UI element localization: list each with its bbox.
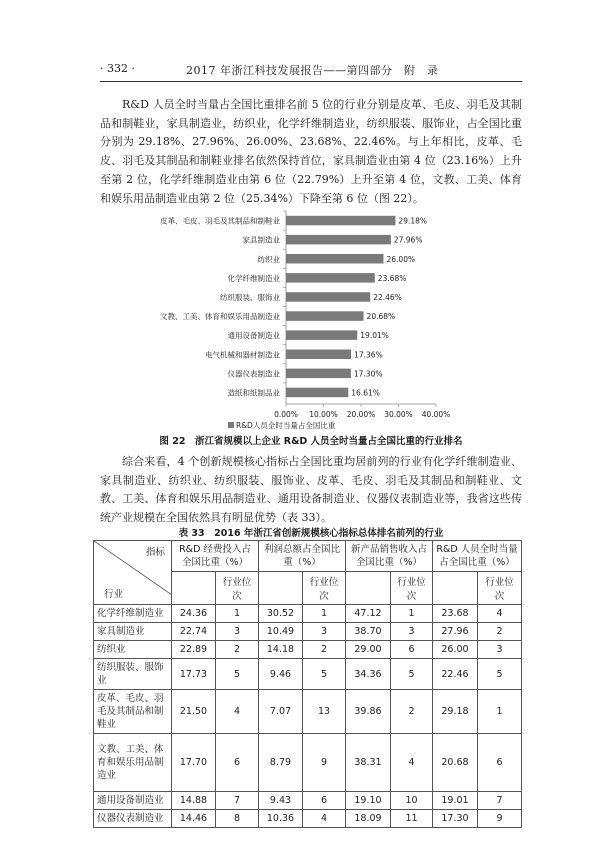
page-number: · 332 · [100,62,135,75]
page-header [100,62,522,78]
category-label: 化学纤维制造业 [227,273,280,283]
data-label: 16.61% [351,388,380,398]
cell-rank: 6 [303,792,346,810]
bar [286,292,370,302]
x-tick-label: 20.00% [346,410,376,419]
table-row [94,605,522,623]
category-label: 仪器仪表制造业 [227,369,280,379]
subheader-rank: 行业位次 [391,572,433,605]
row-industry-name: 化学纤维制造业 [94,605,172,623]
cell-rank: 4 [478,605,522,623]
ranking-table [93,540,522,828]
cell-share: 21.50 [172,690,216,734]
cell-rank: 2 [303,641,346,659]
cell-share: 47.12 [346,605,391,623]
cell-rank: 2 [478,623,522,641]
bar [286,369,351,379]
data-label: 17.30% [353,369,383,379]
subheader-blank [259,572,303,605]
subheader-rank: 行业位次 [303,572,346,605]
cell-rank: 9 [303,734,346,792]
bar [286,254,384,264]
group-header-new-product-sales: 新产品销售收入占全国比重（%） [346,541,433,572]
cell-share: 38.70 [346,623,391,641]
legend-label: R&D人员全时当量占全国比重 [236,421,336,430]
cell-rank: 6 [478,734,522,792]
cell-share: 27.96 [433,623,478,641]
cell-rank: 3 [303,623,346,641]
table-row [94,792,522,810]
data-label: 20.68% [366,312,396,322]
cell-share: 10.36 [259,810,303,828]
cell-share: 18.09 [346,810,391,828]
cell-share: 14.46 [172,810,216,828]
table-row [94,641,522,659]
cell-share: 9.43 [259,792,303,810]
cell-rank: 5 [303,659,346,690]
cell-share: 19.10 [346,792,391,810]
category-label: 文教、工美、体育和娱乐用品制造业 [160,312,280,322]
cell-share: 8.79 [259,734,303,792]
cell-share: 24.36 [172,605,216,623]
table-row [94,623,522,641]
paragraph-summary: 综合来看，4 个创新规模核心指标占全国比重均居前列的行业有化学纤维制造业、家具制造业、纺织业、纺织服装、服饰业、皮革、毛皮、羽毛及其制品和制鞋业、文教、工美、体育和娱乐用品制造业、通用设备制造业、仪器仪表制造业等，我省这些传统产业规模在全国依然具有明显优势（表 33）。 [100,455,522,525]
category-label: 纺织服装、服饰业 [220,292,280,302]
cell-rank: 8 [216,810,259,828]
cell-rank: 1 [216,605,259,623]
subheader-rank: 行业位次 [216,572,259,605]
table-row [94,690,522,734]
cell-rank: 1 [303,605,346,623]
cell-rank: 7 [478,792,522,810]
cell-share: 19.01 [433,792,478,810]
table-header-row [94,541,522,572]
legend-swatch [228,422,234,428]
cell-rank: 3 [391,623,433,641]
table-row [94,810,522,828]
data-label: 17.36% [354,350,383,360]
group-header-rd-expense: R&D 经费投入占全国比重（%） [172,541,259,572]
category-label: 造纸和纸制品业 [227,388,280,398]
cell-rank: 13 [303,690,346,734]
category-label: 通用设备制造业 [227,331,280,341]
cell-share: 20.68 [433,734,478,792]
cell-share: 14.88 [172,792,216,810]
cell-share: 39.86 [346,690,391,734]
x-tick-label: 30.00% [384,410,413,419]
bar-chart [100,209,522,431]
cell-share: 29.00 [346,641,391,659]
cell-rank: 3 [478,641,522,659]
cell-rank: 1 [478,690,522,734]
cell-share: 10.49 [259,623,303,641]
cell-rank: 9 [478,810,522,828]
cell-share: 22.89 [172,641,216,659]
data-label: 26.00% [386,254,416,264]
cell-share: 26.00 [433,641,478,659]
data-label: 29.18% [398,216,428,226]
x-tick-label: 10.00% [309,410,338,419]
row-industry-name: 纺织服装、服饰业 [94,659,172,690]
category-label: 纺织业 [257,254,280,264]
cell-rank: 2 [216,641,259,659]
bar [286,388,348,398]
data-label: 22.46% [373,292,402,302]
row-industry-name: 家具制造业 [94,623,172,641]
cell-rank: 4 [303,810,346,828]
cell-rank: 4 [216,690,259,734]
subheader-blank [433,572,478,605]
cell-share: 22.74 [172,623,216,641]
cell-share: 22.46 [433,659,478,690]
cell-rank: 3 [216,623,259,641]
corner-label-indicator: 指标 [145,547,165,558]
bar [286,273,375,283]
group-header-profit: 利润总额占全国比重（%） [259,541,346,572]
cell-share: 23.68 [433,605,478,623]
group-header-rd-personnel: R&D 人员全时当量占全国比重（%） [433,541,522,572]
subheader-blank [346,572,391,605]
corner-label-industry: 行业 [104,589,124,600]
row-industry-name: 纺织业 [94,641,172,659]
cell-share: 17.30 [433,810,478,828]
data-label: 23.68% [377,273,407,283]
cell-rank: 6 [216,734,259,792]
subheader-blank [172,572,216,605]
cell-rank: 11 [391,810,433,828]
category-label: 皮革、毛皮、羽毛及其制品和制鞋业 [160,216,280,226]
category-label: 家具制造业 [242,235,280,245]
figure-caption: 图 22 浙江省规模以上企业 R&D 人员全时当量占全国比重的行业排名 [159,436,463,447]
cell-share: 17.73 [172,659,216,690]
cell-rank: 7 [216,792,259,810]
table-body [94,605,522,828]
cell-share: 9.46 [259,659,303,690]
bar [286,216,395,226]
cell-share: 30.52 [259,605,303,623]
row-industry-name: 通用设备制造业 [94,792,172,810]
table-row [94,659,522,690]
cell-share: 29.18 [433,690,478,734]
header-rule [100,81,522,82]
cell-share: 34.36 [346,659,391,690]
cell-share: 14.18 [259,641,303,659]
data-label: 27.96% [393,235,423,245]
cell-rank: 5 [391,659,433,690]
data-label: 19.01% [360,331,389,341]
bar [286,235,391,245]
cell-rank: 2 [391,690,433,734]
paragraph-intro: R&D 人员全时当量占全国比重排名前 5 位的行业分别是皮革、毛皮、羽毛及其制品和制鞋业，家具制造业，纺织业，化学纤维制造业，纺织服装、服饰业，占全国比重分别为 29.18%、27.96%、26.00%、23.68%、22.46%。与上年相比，皮革、毛皮、羽毛及其制品和制鞋业排名依然保持首位，家具制造业由第 4 位（23.16%）上升至第 2 位，化学纤维制造业由第 6 位（22.79%）上升至第 4 位，文教、工美、体育和娱乐用品制造业由第 2 位（25.34%）下降至第 6 位（图 22）。 [100,98,522,205]
row-industry-name: 皮革、毛皮、羽毛及其制品和制鞋业 [94,690,172,734]
table-row [94,734,522,792]
cell-rank: 10 [391,792,433,810]
cell-share: 38.31 [346,734,391,792]
cell-rank: 5 [478,659,522,690]
bar [286,330,357,340]
x-tick-label: 40.00% [421,410,451,419]
cell-rank: 6 [391,641,433,659]
category-label: 电气机械和器材制造业 [205,350,280,360]
subheader-rank: 行业位次 [478,572,522,605]
cell-rank: 4 [391,734,433,792]
row-industry-name: 文教、工美、体育和娱乐用品制造业 [94,734,172,792]
cell-rank: 1 [391,605,433,623]
row-industry-name: 仪器仪表制造业 [94,810,172,828]
cell-rank: 5 [216,659,259,690]
x-tick-label: 0.00% [274,410,298,419]
table-caption: 表 33 2016 年浙江省创新规模核心指标总体排名前列的行业 [178,528,444,539]
cell-share: 17.70 [172,734,216,792]
bar [286,311,364,321]
corner-cell [94,541,172,605]
running-title: 2017 年浙江科技发展报告——第四部分 附 录 [186,64,439,77]
bar [286,350,351,360]
cell-share: 7.07 [259,690,303,734]
